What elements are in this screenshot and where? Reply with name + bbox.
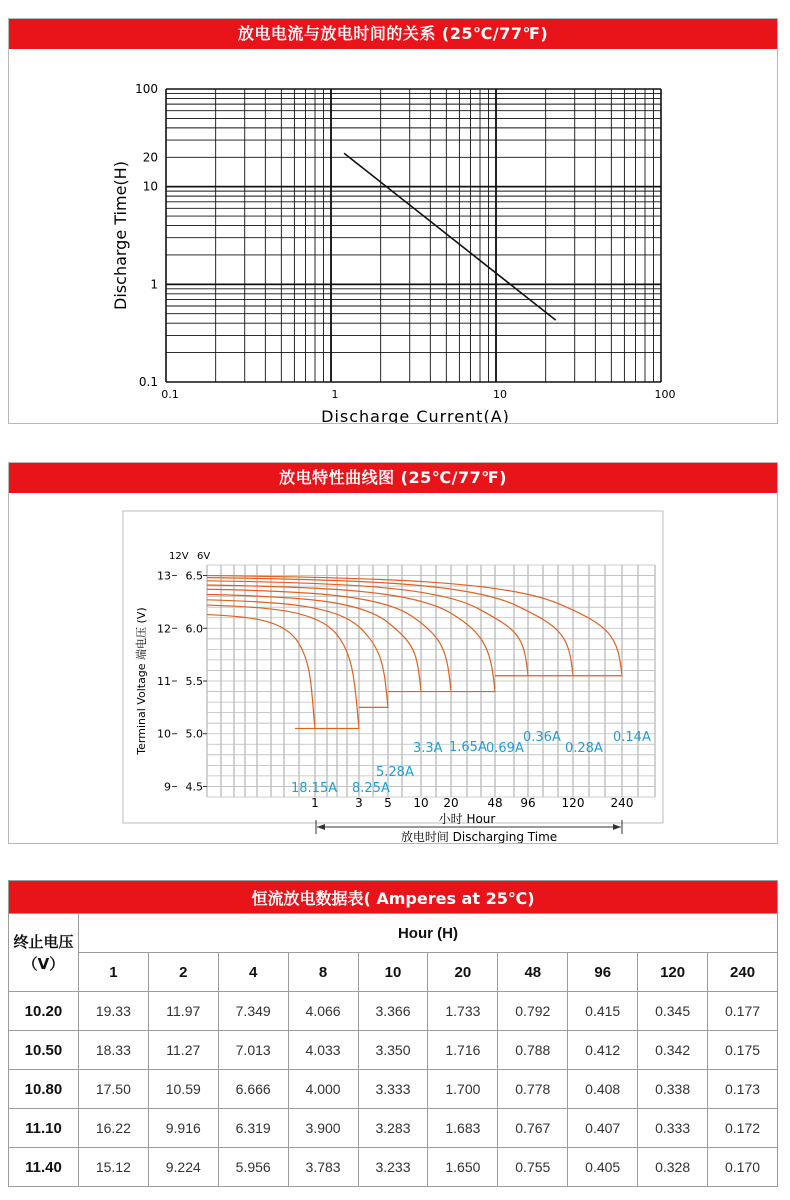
range-arrow-left (317, 824, 325, 830)
row-voltage: 11.10 (9, 1109, 79, 1148)
x-axis-label: Discharge Current(A) (321, 407, 510, 423)
y-tick-label: 0.1 (138, 375, 158, 389)
y-tick-6v: 5.0 (185, 727, 203, 741)
voltage-header-unit: （V） (22, 954, 65, 973)
voltage-header-title: 终止电压 (13, 932, 74, 951)
x-axis-label: 小时 Hour (438, 812, 496, 826)
y-axis-label: Discharge Time(H) (111, 161, 130, 310)
hour-column-header: 8 (288, 953, 358, 992)
y-tick-6v: 6.5 (185, 569, 203, 583)
chart-discharge-curves (9, 493, 777, 843)
table-cell: 0.172 (708, 1109, 778, 1148)
table-cell: 0.778 (498, 1070, 568, 1109)
x-tick-label: 100 (654, 388, 676, 401)
table-cell: 1.683 (428, 1109, 498, 1148)
table-cell: 1.650 (428, 1148, 498, 1187)
x-tick-label: 10 (493, 388, 507, 401)
x-range-label: 放电时间 Discharging Time (400, 830, 558, 843)
table-cell: 17.50 (78, 1070, 148, 1109)
panel-title: 放电电流与放电时间的关系 (25℃/77℉) (9, 19, 777, 49)
table-cell: 3.783 (288, 1148, 358, 1187)
table-cell: 3.333 (358, 1070, 428, 1109)
table-cell: 18.33 (78, 1031, 148, 1070)
x-tick-label: 48 (487, 796, 503, 810)
hour-column-header: 2 (148, 953, 218, 992)
x-tick-label: 3 (355, 796, 363, 810)
table-cell: 0.342 (638, 1031, 708, 1070)
x-tick-label: 5 (384, 796, 392, 810)
table-cell: 3.350 (358, 1031, 428, 1070)
table-row (9, 1070, 778, 1109)
table-title: 恒流放电数据表( Amperes at 25℃) (9, 881, 778, 914)
table-cell: 11.97 (148, 992, 218, 1031)
table-cell: 0.408 (568, 1070, 638, 1109)
y-tick-12v: 13 (157, 569, 171, 583)
hour-column-header: 120 (638, 953, 708, 992)
hour-column-header: 4 (218, 953, 288, 992)
table-cell: 0.338 (638, 1070, 708, 1109)
table-cell: 6.666 (218, 1070, 288, 1109)
hour-column-header: 20 (428, 953, 498, 992)
panel-title: 放电特性曲线图 (25℃/77℉) (9, 463, 777, 493)
table-cell: 4.033 (288, 1031, 358, 1070)
table-cell: 1.733 (428, 992, 498, 1031)
curve-label: 5.28A (376, 765, 414, 780)
y-tick-label: 100 (135, 82, 158, 96)
table-cell: 0.333 (638, 1109, 708, 1148)
table-cell: 10.59 (148, 1070, 218, 1109)
row-voltage: 11.40 (9, 1148, 79, 1187)
table-cell: 0.175 (708, 1031, 778, 1070)
table-cell: 16.22 (78, 1109, 148, 1148)
table-cell: 7.349 (218, 992, 288, 1031)
table-row (9, 992, 778, 1031)
table-cell: 0.792 (498, 992, 568, 1031)
table-cell: 1.716 (428, 1031, 498, 1070)
x-tick-label: 20 (443, 796, 459, 810)
table-cell: 0.345 (638, 992, 708, 1031)
hour-columns-row (9, 953, 778, 992)
curve-label: 3.3A (413, 741, 443, 756)
x-tick-label: 1 (331, 388, 339, 401)
table-cell: 7.013 (218, 1031, 288, 1070)
constant-current-table (8, 880, 778, 1187)
y-tick-6v: 5.5 (185, 675, 203, 688)
table-cell: 9.224 (148, 1148, 218, 1187)
x-tick-label: 240 (610, 796, 634, 810)
table-cell: 0.755 (498, 1148, 568, 1187)
curve-label: 18.15A (291, 781, 338, 796)
hour-column-header: 96 (568, 953, 638, 992)
hour-group-header: Hour (H) (78, 914, 777, 953)
x-tick-label: 10 (413, 796, 429, 810)
table-cell: 0.767 (498, 1109, 568, 1148)
table-cell: 3.366 (358, 992, 428, 1031)
y-tick-label: 20 (142, 150, 158, 165)
row-voltage: 10.20 (9, 992, 79, 1031)
y-axis-label: Terminal Voltage 端电压 (V) (135, 607, 148, 755)
y-tick-6v: 6.0 (185, 622, 203, 636)
panel-discharge-current-time (8, 18, 778, 424)
row-voltage: 10.50 (9, 1031, 79, 1070)
grid (166, 89, 661, 382)
y-tick-12v: 11 (157, 675, 171, 688)
panel-discharge-characteristics (8, 462, 778, 844)
curve-label: 0.14A (613, 730, 651, 745)
table-cell: 0.177 (708, 992, 778, 1031)
table-cell: 3.283 (358, 1109, 428, 1148)
discharge-time-line (344, 153, 556, 320)
table-cell: 3.900 (288, 1109, 358, 1148)
y-tick-12v: 10 (157, 727, 171, 741)
y-tick-label: 1 (150, 277, 158, 292)
table-cell: 9.916 (148, 1109, 218, 1148)
curve-label: 0.69A (486, 741, 524, 756)
hour-column-header: 48 (498, 953, 568, 992)
curve-label: 0.36A (523, 730, 561, 745)
table-cell: 3.233 (358, 1148, 428, 1187)
table-cell: 6.319 (218, 1109, 288, 1148)
axis-header-12v: 12V (169, 551, 189, 562)
hour-column-header: 10 (358, 953, 428, 992)
x-tick-label: 1 (311, 796, 319, 810)
x-tick-label: 120 (561, 796, 585, 810)
table-cell: 19.33 (78, 992, 148, 1031)
table-cell: 4.000 (288, 1070, 358, 1109)
y-tick-6v: 4.5 (185, 780, 203, 794)
table-cell: 5.956 (218, 1148, 288, 1187)
table-row (9, 1148, 778, 1187)
hour-column-header: 240 (708, 953, 778, 992)
hour-column-header: 1 (78, 953, 148, 992)
table-cell: 0.788 (498, 1031, 568, 1070)
table-cell: 0.415 (568, 992, 638, 1031)
table-cell: 11.27 (148, 1031, 218, 1070)
table-cell: 0.407 (568, 1109, 638, 1148)
chart-discharge-time (9, 49, 777, 423)
curve-label: 8.25A (352, 781, 390, 796)
axis-header-6v: 6V (197, 551, 211, 562)
table-cell: 0.173 (708, 1070, 778, 1109)
table-cell: 4.066 (288, 992, 358, 1031)
table-cell: 1.700 (428, 1070, 498, 1109)
table-row (9, 1031, 778, 1070)
table-cell: 0.405 (568, 1148, 638, 1187)
table-cell: 0.412 (568, 1031, 638, 1070)
curve-label: 1.65A (449, 740, 487, 755)
row-voltage: 10.80 (9, 1070, 79, 1109)
x-tick-label: 0.1 (161, 388, 179, 401)
y-tick-12v: 9 (164, 780, 171, 794)
table-cell: 0.328 (638, 1148, 708, 1187)
voltage-header (9, 914, 79, 992)
y-tick-12v: 12 (157, 622, 171, 636)
curve-label: 0.28A (565, 741, 603, 756)
table-row (9, 1109, 778, 1148)
table-cell: 0.170 (708, 1148, 778, 1187)
table-cell: 15.12 (78, 1148, 148, 1187)
range-arrow-right (613, 824, 621, 830)
x-tick-label: 96 (520, 796, 536, 810)
y-tick-label: 10 (142, 179, 158, 194)
